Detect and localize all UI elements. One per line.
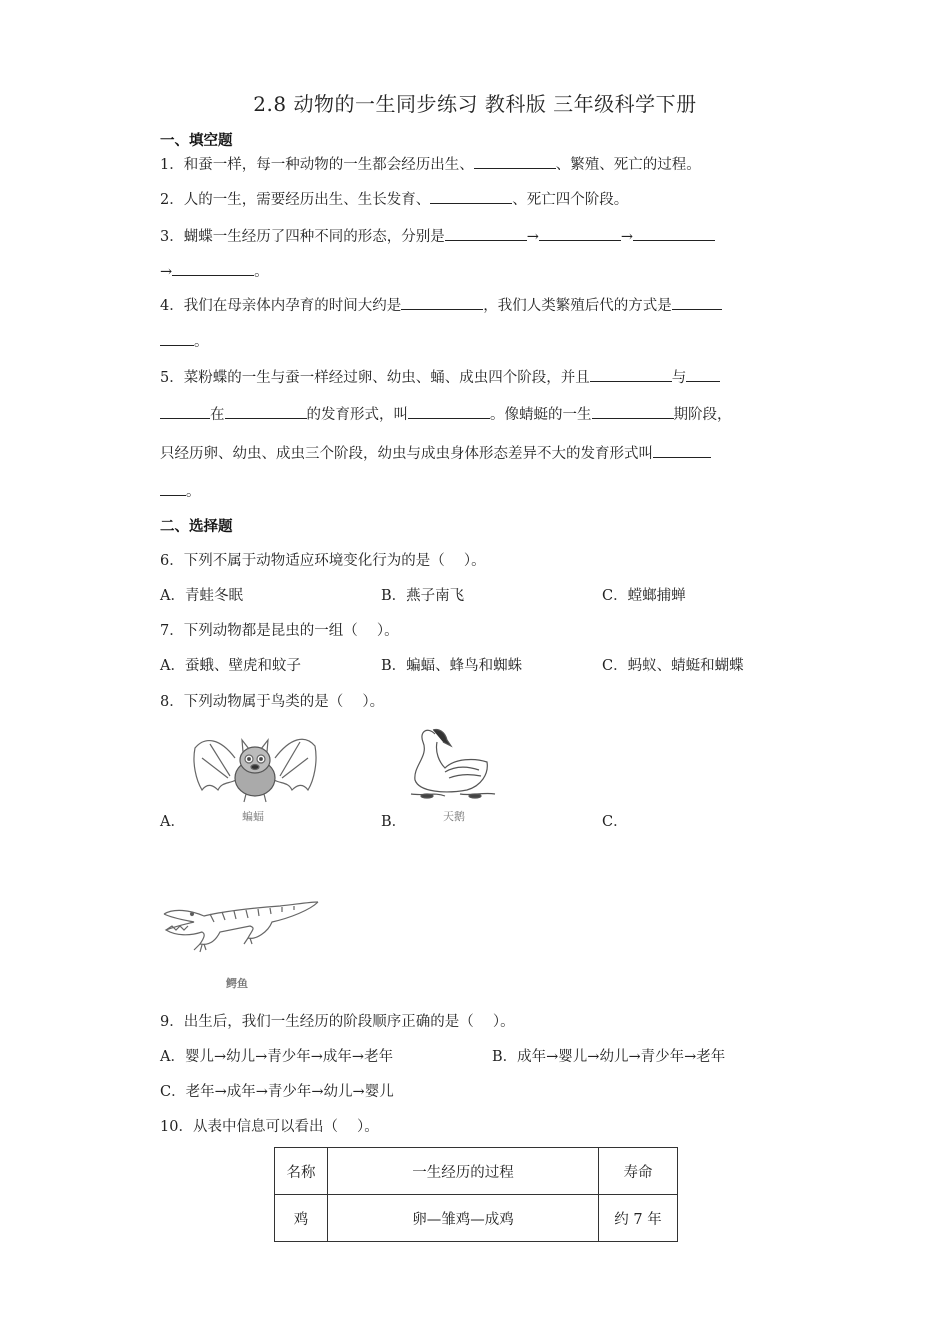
- table-header-cell: 寿命: [599, 1148, 678, 1195]
- question-10-stem: 10．从表中信息可以看出（ ）。: [160, 1119, 379, 1135]
- answer-blank[interactable]: [653, 443, 711, 458]
- question-2: 2．人的一生，需要经历出生、生长发育、 、死亡四个阶段。: [160, 188, 792, 209]
- arrow-icon: →: [526, 229, 539, 245]
- q8-option-a[interactable]: A．: [160, 814, 185, 830]
- question-5-line4: 。: [160, 480, 792, 501]
- question-4: 4．我们在母亲体内孕育的时间大约是 ，我们人类繁殖后代的方式是: [160, 294, 792, 315]
- swan-caption: 天鹅: [443, 810, 465, 823]
- answer-blank[interactable]: [672, 295, 722, 310]
- answer-blank[interactable]: [408, 404, 490, 419]
- q9-option-c[interactable]: C．老年→成年→青少年→幼儿→婴儿: [160, 1084, 394, 1100]
- page-title: 2.8 动物的一生同步练习 教科版 三年级科学下册: [253, 92, 697, 116]
- q6-option-c[interactable]: C．螳螂捕蝉: [602, 588, 686, 604]
- crocodile-caption: 鳄鱼: [226, 977, 248, 990]
- answer-blank[interactable]: [474, 154, 556, 169]
- crocodile-image: [160, 900, 320, 955]
- answer-blank[interactable]: [225, 404, 307, 419]
- answer-blank[interactable]: [590, 367, 672, 382]
- question-4-cont: 。: [160, 330, 792, 351]
- arrow-icon: →: [160, 264, 173, 280]
- section-fill-in: 一、填空题: [160, 133, 233, 149]
- q6-option-a[interactable]: A．青蛙冬眠: [160, 588, 243, 604]
- answer-blank[interactable]: [401, 295, 483, 310]
- q7-option-a[interactable]: A．蚕蛾、壁虎和蚊子: [160, 658, 301, 674]
- answer-blank[interactable]: [445, 226, 527, 241]
- answer-blank[interactable]: [592, 404, 674, 419]
- bat-caption: 蝙蝠: [242, 810, 264, 823]
- question-3: 3．蝴蝶一生经历了四种不同的形态，分别是 → →: [160, 225, 792, 246]
- table-row: [275, 1195, 678, 1242]
- question-1: 1．和蚕一样，每一种动物的一生都会经历出生、 、繁殖、死亡的过程。: [160, 153, 792, 174]
- table-header-row: [275, 1148, 678, 1195]
- q7-option-c[interactable]: C．蚂蚁、蜻蜓和蝴蝶: [602, 658, 744, 674]
- question-7-stem: 7．下列动物都是昆虫的一组（ ）。: [160, 623, 399, 639]
- table-cell: 鸡: [275, 1195, 328, 1242]
- question-5: 5．菜粉蝶的一生与蚕一样经过卵、幼虫、蛹、成虫四个阶段，并且 与: [160, 366, 792, 387]
- answer-blank[interactable]: [686, 367, 720, 382]
- question-6-stem: 6．下列不属于动物适应环境变化行为的是（ ）。: [160, 553, 486, 569]
- q9-option-a[interactable]: A．婴儿→幼儿→青少年→成年→老年: [160, 1049, 394, 1065]
- q8-option-b[interactable]: B．: [381, 814, 407, 830]
- bat-image: [190, 728, 320, 808]
- question-5-line2: 在 的发育形式，叫 。像蜻蜓的一生 期阶段，: [160, 403, 792, 424]
- answer-blank[interactable]: [172, 261, 254, 276]
- arrow-icon: →: [620, 229, 634, 245]
- q9-option-b[interactable]: B．成年→婴儿→幼儿→青少年→老年: [492, 1049, 726, 1065]
- table-cell: 卵—雏鸡—成鸡: [328, 1195, 599, 1242]
- question-5-line3: 只经历卵、幼虫、成虫三个阶段，幼虫与成虫身体形态差异不大的发育形式叫: [160, 442, 792, 463]
- q7-option-b[interactable]: B．蝙蝠、蜂鸟和蜘蛛: [381, 658, 523, 674]
- answer-blank[interactable]: [430, 189, 512, 204]
- section-choice: 二、选择题: [160, 519, 233, 535]
- answer-blank[interactable]: [160, 404, 210, 419]
- question-3-cont: → 。: [160, 260, 792, 281]
- question-8-stem: 8．下列动物属于鸟类的是（ ）。: [160, 694, 385, 710]
- q6-option-b[interactable]: B．燕子南飞: [381, 588, 465, 604]
- answer-blank[interactable]: [633, 226, 715, 241]
- answer-blank[interactable]: [539, 226, 621, 241]
- lifecycle-table: [274, 1147, 678, 1242]
- table-cell: 约 7 年: [599, 1195, 678, 1242]
- q8-option-c[interactable]: C．: [602, 814, 628, 830]
- question-9-stem: 9．出生后，我们一生经历的阶段顺序正确的是（ ）。: [160, 1014, 515, 1030]
- answer-blank[interactable]: [160, 331, 194, 346]
- swan-image: [405, 722, 500, 804]
- answer-blank[interactable]: [160, 481, 186, 496]
- table-header-cell: 名称: [275, 1148, 328, 1195]
- table-header-cell: 一生经历的过程: [328, 1148, 599, 1195]
